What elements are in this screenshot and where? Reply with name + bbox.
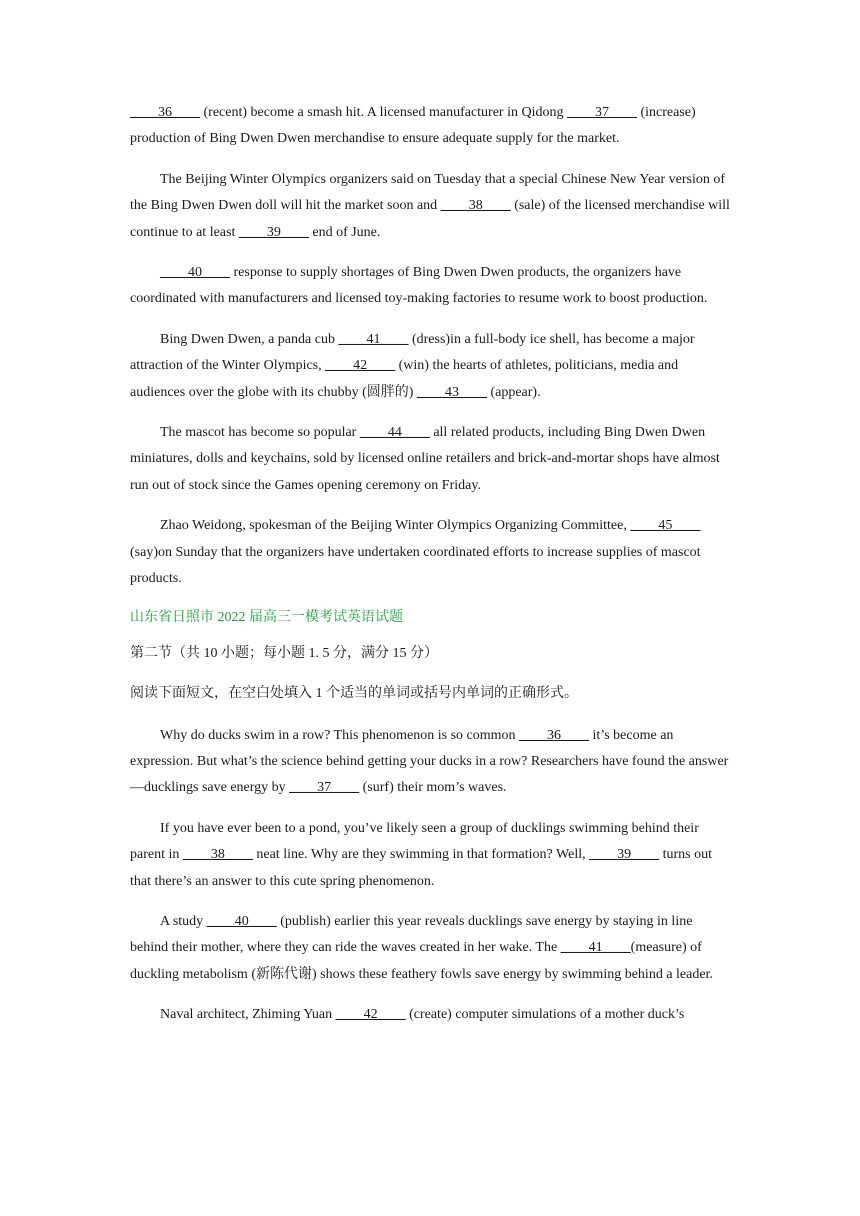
text: The Beijing Winter Olympics organizers said on Tuesday that a special Chinese New Year version of the Bing Dwen Dwen doll will hit the market soon and: [130, 171, 726, 214]
text: neat line. Why are they swimming in that formation? Well,: [252, 847, 590, 863]
text: (publish) earlier this year reveals ducklings save energy by staying in line behind their mother, where they can ride the waves created in her wake. The: [130, 913, 693, 956]
text: Zhao Weidong, spokesman of the Beijing Winter Olympics Organizing Committee,: [160, 518, 631, 534]
text: (increase) production of Bing Dwen Dwen merchandise to ensure adequate supply for the market.: [130, 105, 696, 147]
instruction: 阅读下面短文，在空白处填入 1 个适当的单词或括号内单词的正确形式。: [130, 685, 578, 701]
text: it’s become an expression. But what’s the science behind getting your ducks in a row? Researchers have found the answer—ducklings save energy by: [130, 727, 729, 796]
blank-42[interactable]: ____42____: [335, 1007, 406, 1023]
paragraph-q1: [130, 723, 730, 802]
paragraph-p6: [130, 513, 730, 592]
text: (say)on Sunday that the organizers have undertaken coordinated efforts to increase supplies of mascot products.: [130, 544, 701, 587]
paragraph-q4: [130, 1002, 730, 1028]
paragraph-q2: [130, 816, 730, 895]
text: If you have ever been to a pond, you’ve likely seen a group of ducklings swimming behind their parent in: [130, 820, 699, 863]
text: all related products, including Bing Dwen Dwen miniatures, dolls and keychains, sold by licensed online retailers and brick-and-mortar shops have almost run out of stock since the Games opening ceremony on Friday.: [130, 425, 720, 493]
text: (win) the hearts of athletes, politicians, media and audiences over the globe with its chubby (圆胖的): [130, 358, 679, 400]
blank-41[interactable]: ____41____: [338, 331, 409, 347]
text: (create) computer simulations of a mother duck’s: [405, 1007, 685, 1023]
text: (measure) of duckling metabolism (新陈代谢) shows these feathery fowls save energy by swimming behind a leader.: [130, 940, 713, 982]
text: (sale) of the licensed merchandise will continue to at least: [130, 198, 730, 240]
paragraph-p1: [130, 100, 730, 153]
blank-36[interactable]: ____36____: [519, 727, 590, 743]
part-heading: 第二节（共 10 小题；每小题 1. 5 分，满分 15 分）: [130, 645, 438, 661]
text: (dress)in a full-body ice shell, has become a major attraction of the Winter Olympics,: [130, 331, 695, 374]
blank-37[interactable]: ____37____: [289, 780, 360, 796]
blank-36[interactable]: ____36____: [130, 105, 200, 120]
blank-38[interactable]: ____38____: [440, 198, 511, 214]
blank-39[interactable]: ____39____: [238, 224, 309, 240]
text: turns out that there’s an answer to this cute spring phenomenon.: [130, 847, 712, 889]
blank-38[interactable]: ____38____: [182, 847, 253, 863]
section-title: 山东省日照市 2022 届高三一模考试英语试题: [130, 609, 403, 625]
blank-41[interactable]: ____41____: [560, 940, 631, 956]
blank-44[interactable]: ____44____: [359, 425, 430, 441]
document-page: [130, 100, 730, 1043]
blank-39[interactable]: ____39____: [589, 847, 660, 863]
text: end of June.: [308, 224, 381, 240]
text: Why do ducks swim in a row? This phenomenon is so common: [160, 727, 520, 743]
text: (appear).: [486, 384, 541, 400]
blank-43[interactable]: ____43____: [416, 384, 487, 400]
paragraph-p4: [130, 327, 730, 406]
blank-45[interactable]: ____45____: [630, 518, 701, 534]
paragraph-p2: [130, 167, 730, 246]
text: response to supply shortages of Bing Dwen Dwen products, the organizers have coordinated with manufacturers and licensed toy-making factories to resume work to boost production.: [130, 265, 708, 307]
blank-42[interactable]: ____42____: [325, 358, 396, 374]
text: The mascot has become so popular: [160, 425, 360, 441]
paragraph-p5: [130, 420, 730, 499]
paragraph-p3: [130, 260, 730, 313]
blank-40[interactable]: ____40____: [206, 913, 277, 929]
blank-37[interactable]: ____37____: [567, 105, 637, 120]
text: Naval architect, Zhiming Yuan: [160, 1007, 336, 1023]
paragraph-q3: [130, 909, 730, 988]
text: (recent) become a smash hit. A licensed manufacturer in Qidong: [200, 105, 567, 120]
text: (surf) their mom’s waves.: [359, 780, 507, 796]
text: A study: [160, 913, 207, 929]
blank-40[interactable]: ____40____: [160, 265, 230, 281]
text: Bing Dwen Dwen, a panda cub: [160, 331, 339, 347]
